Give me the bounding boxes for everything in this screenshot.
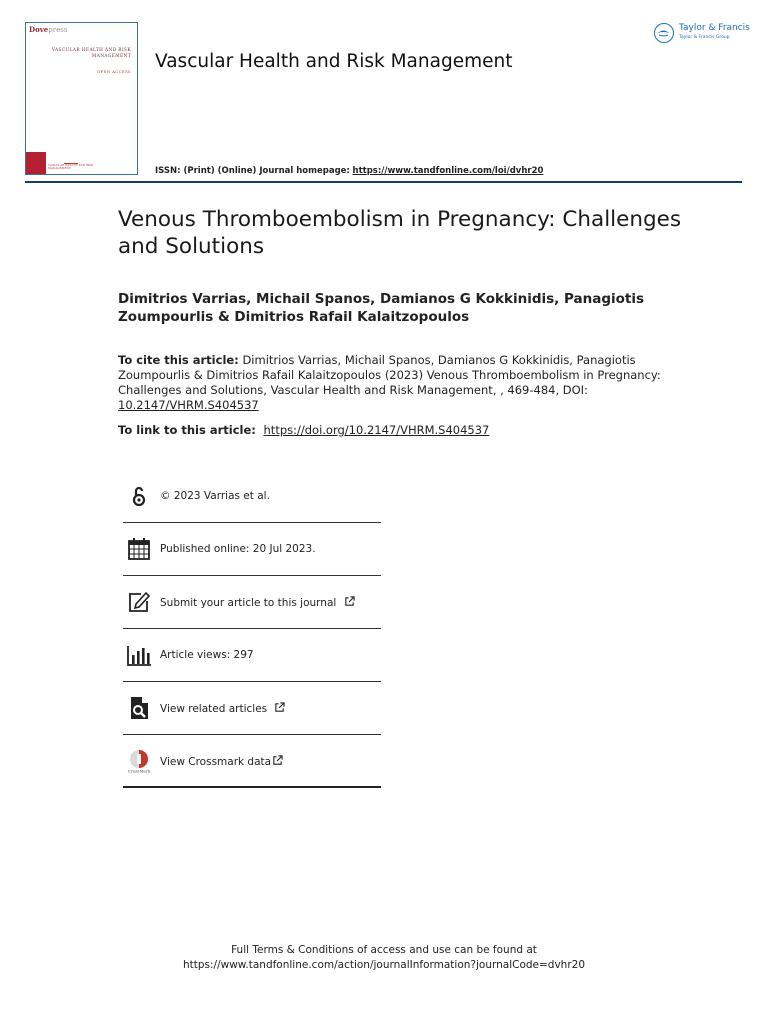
- external-link-icon: [344, 596, 355, 607]
- cover-red-band: [26, 152, 46, 174]
- calendar-icon: [127, 537, 151, 561]
- cover-publisher-logo: Dovepress: [29, 25, 68, 34]
- article-authors: Dimitrios Varrias, Michail Spanos, Damianos G Kokkinidis, Panagiotis Zoumpourlis & Dimitrios Rafail Kalaitzopoulos: [118, 291, 645, 325]
- citation-block: [118, 353, 678, 413]
- terms-text: Full Terms & Conditions of access and use can be found at: [231, 944, 537, 956]
- related-articles-row[interactable]: [123, 682, 381, 735]
- article-info-list: [123, 470, 381, 788]
- publisher-logo-icon: [654, 23, 674, 43]
- copyright-text: © 2023 Varrias et al.: [160, 490, 270, 502]
- cover-bottom-text: VASCULAR HEALTH AND RISK MANAGEMENT: [48, 157, 106, 171]
- issn-line: [155, 166, 543, 176]
- citation-label: To cite this article:: [118, 353, 239, 367]
- bar-chart-icon: [127, 643, 151, 667]
- publisher-group: Taylor & Francis Group: [679, 35, 730, 40]
- external-link-icon: [274, 702, 285, 713]
- terms-footer: [0, 943, 768, 973]
- article-views-row: [123, 629, 381, 682]
- article-doi-link[interactable]: https://doi.org/10.2147/VHRM.S404537: [263, 423, 490, 437]
- journal-title: Vascular Health and Risk Management: [155, 51, 513, 72]
- citation-text: Dimitrios Varrias, Michail Spanos, Damianos G Kokkinidis, Panagiotis Zoumpourlis & Dimitrios Rafail Kalaitzopoulos (2023) Venous Thromboembolism in Pregnancy: Challenges and Solutions, Vascular Health and Risk Management, , 469-484, DOI:: [118, 353, 661, 397]
- crossmark-link[interactable]: View Crossmark data: [160, 756, 272, 768]
- edit-icon: [127, 590, 151, 614]
- issn-label: ISSN: (Print) (Online) Journal homepage:: [155, 166, 350, 176]
- search-document-icon: [127, 696, 151, 720]
- cover-open-access-label: OPEN ACCESS: [97, 69, 131, 74]
- external-link-icon: [272, 755, 283, 766]
- published-date-text: Published online: 20 Jul 2023.: [160, 543, 316, 555]
- crossmark-caption: CrossMark: [127, 768, 151, 773]
- terms-url[interactable]: https://www.tandfonline.com/action/journalInformation?journalCode=dvhr20: [182, 959, 586, 971]
- open-access-icon: [127, 484, 151, 508]
- article-link-label: To link to this article:: [118, 423, 256, 437]
- submit-article-row[interactable]: [123, 576, 381, 629]
- publisher-name: Taylor & Francis: [679, 23, 750, 33]
- published-row: [123, 523, 381, 576]
- related-articles-link[interactable]: View related articles: [160, 703, 268, 715]
- cover-journal-title: VASCULAR HEALTH AND RISK MANAGEMENT: [51, 48, 131, 59]
- article-link-line: [118, 423, 489, 437]
- header-divider: [25, 181, 742, 183]
- article-views-text: Article views: 297: [160, 649, 254, 661]
- journal-homepage-link[interactable]: https://www.tandfonline.com/loi/dvhr20: [352, 166, 544, 176]
- publisher-logo[interactable]: [654, 22, 754, 48]
- article-title: Venous Thromboembolism in Pregnancy: Challenges and Solutions: [118, 207, 682, 259]
- copyright-row: [123, 470, 381, 523]
- crossmark-row[interactable]: [123, 735, 381, 788]
- submit-article-link[interactable]: Submit your article to this journal: [160, 597, 337, 609]
- citation-doi-link[interactable]: 10.2147/VHRM.S404537: [118, 398, 259, 412]
- journal-cover-image: [25, 22, 138, 175]
- crossmark-icon: [127, 749, 151, 773]
